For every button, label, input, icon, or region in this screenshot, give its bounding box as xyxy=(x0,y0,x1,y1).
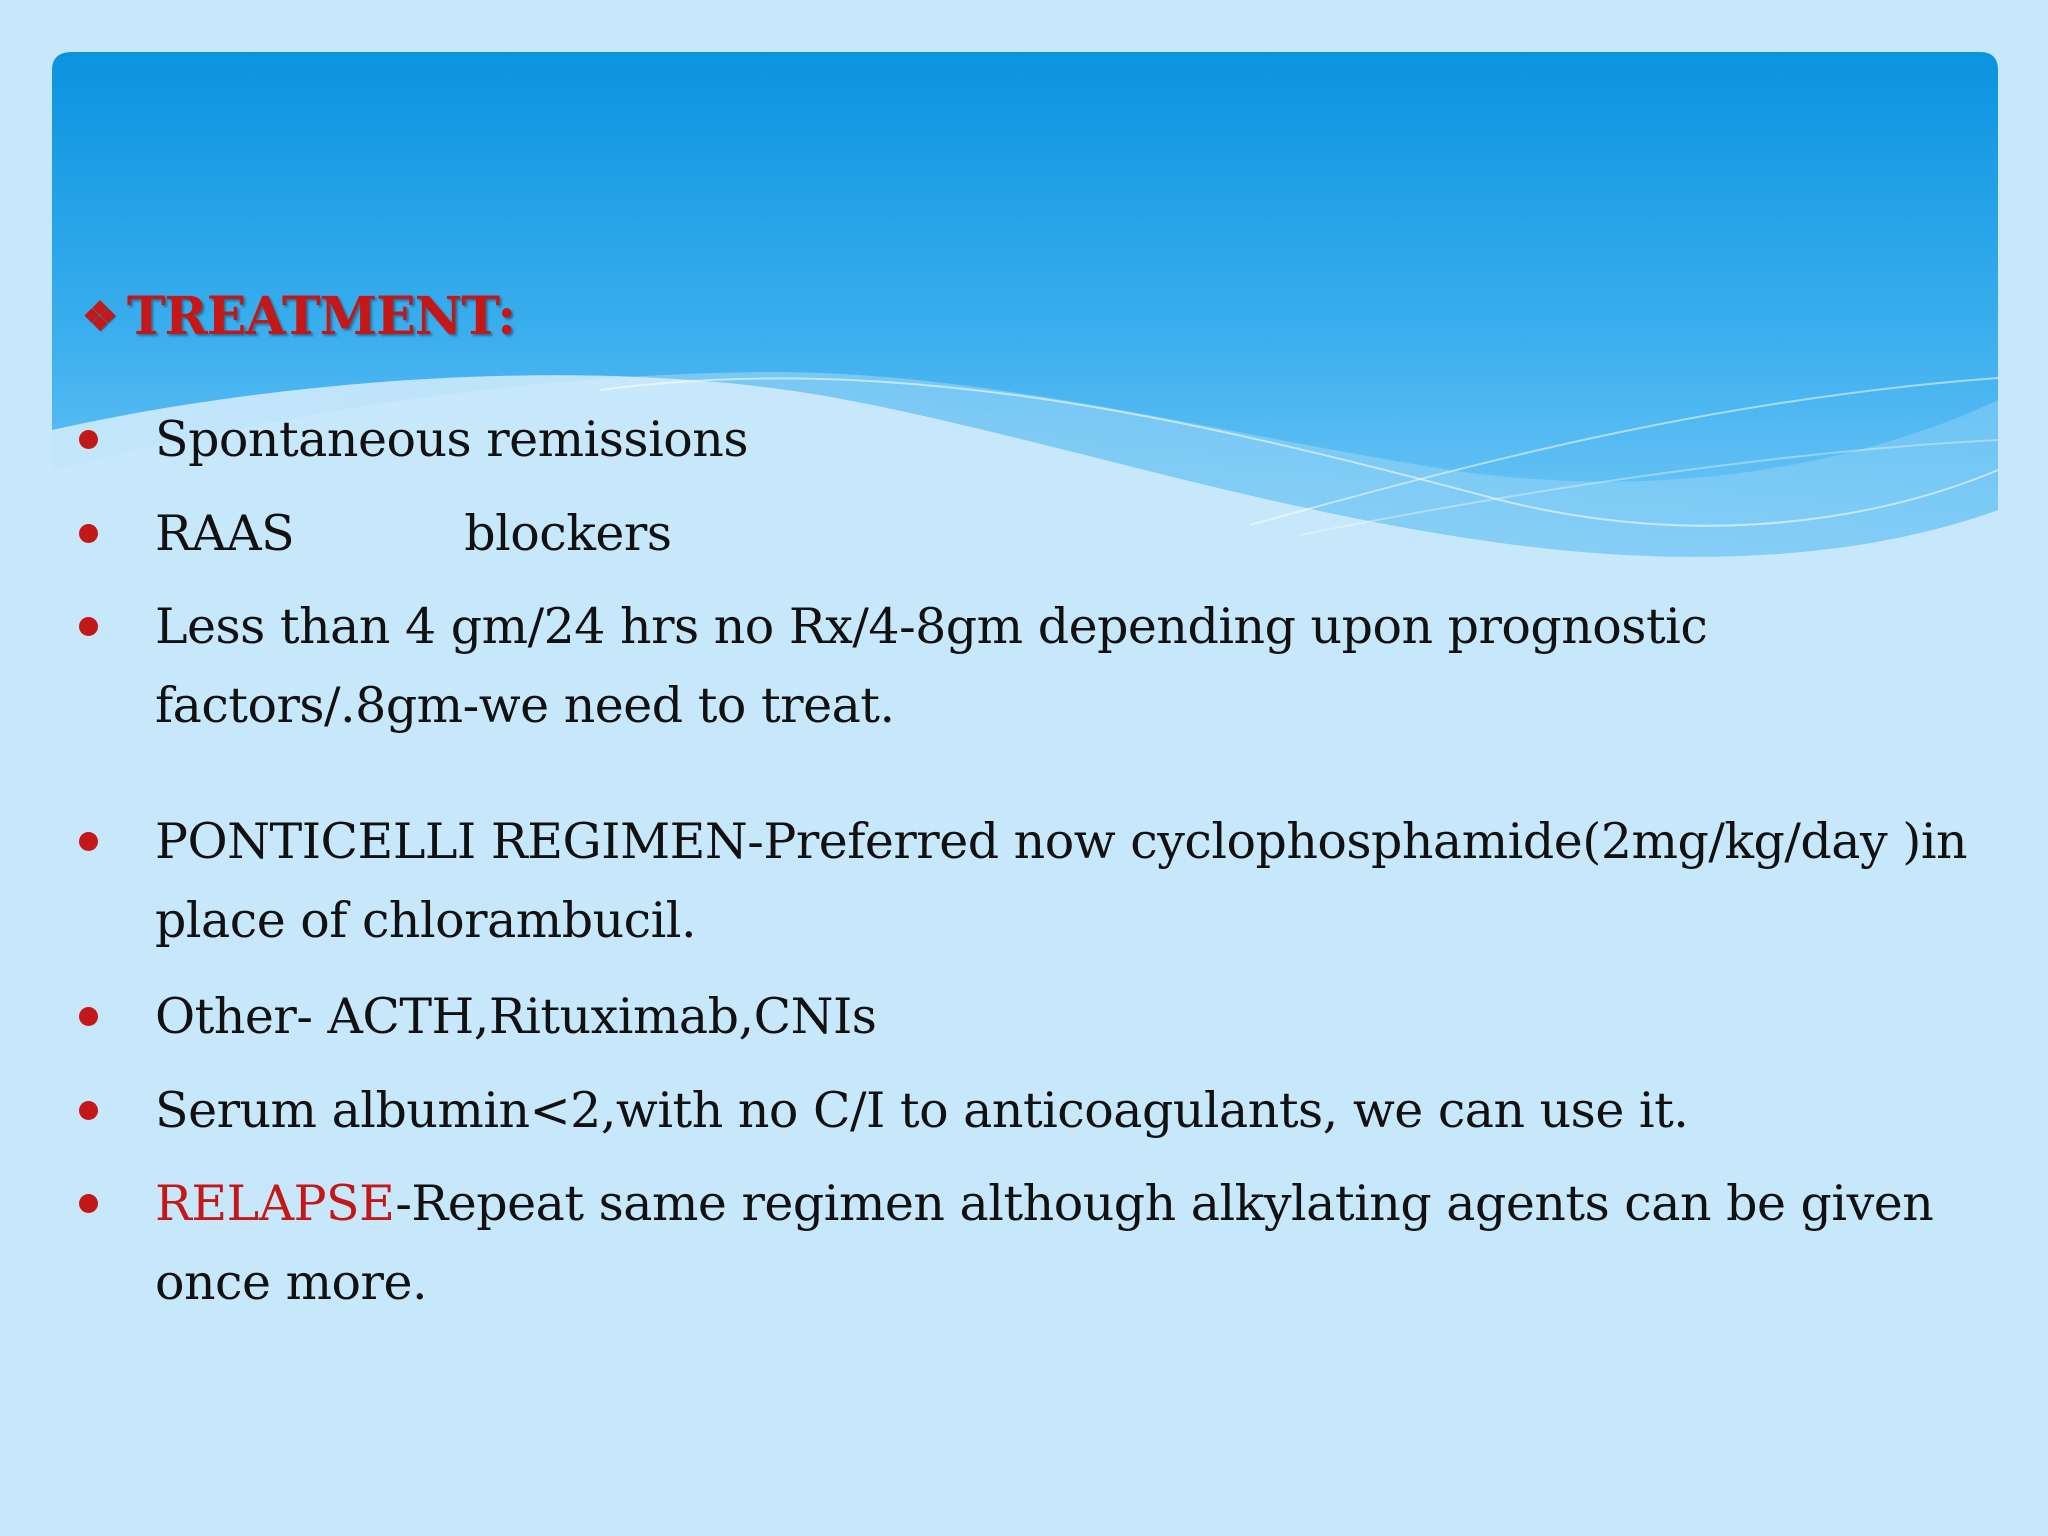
list-item xyxy=(155,802,1995,960)
slide-title-text: TREATMENT: xyxy=(126,285,516,347)
bullet-dot-icon xyxy=(79,1194,98,1213)
list-item xyxy=(155,587,1995,745)
list-item xyxy=(155,1164,1995,1322)
list-item-text: -Repeat same regimen although alkylating agents can be given once more. xyxy=(155,1175,1934,1311)
slide-title xyxy=(82,276,515,356)
list-item-text: RAAS xyxy=(155,505,295,562)
list-item-text: blockers xyxy=(464,505,672,562)
list-item xyxy=(155,1071,1995,1150)
list-item-text: Less than 4 gm/24 hrs no Rx/4-8gm depending upon prognostic factors/.8gm-we need to treat. xyxy=(155,598,1708,734)
list-item xyxy=(155,400,1995,479)
bullet-dot-icon xyxy=(79,1007,98,1026)
list-item-text: Spontaneous remissions xyxy=(155,411,748,468)
relapse-label: RELAPSE xyxy=(155,1175,396,1232)
diamond-bullet-icon: ❖ xyxy=(82,292,117,340)
list-item-text: Other- ACTH,Rituximab,CNIs xyxy=(155,988,877,1045)
bullet-dot-icon xyxy=(79,1101,98,1120)
list-item-text: PONTICELLI REGIMEN-Preferred now cyclophosphamide(2mg/kg/day )in place of chlorambucil. xyxy=(155,813,1968,949)
list-item xyxy=(155,977,1995,1056)
list-item xyxy=(155,494,1995,573)
list-item-text: Serum albumin<2,with no C/I to anticoagulants, we can use it. xyxy=(155,1082,1689,1139)
bullet-dot-icon xyxy=(79,832,98,851)
bullet-dot-icon xyxy=(79,617,98,636)
bullet-dot-icon xyxy=(79,430,98,449)
bullet-dot-icon xyxy=(79,524,98,543)
